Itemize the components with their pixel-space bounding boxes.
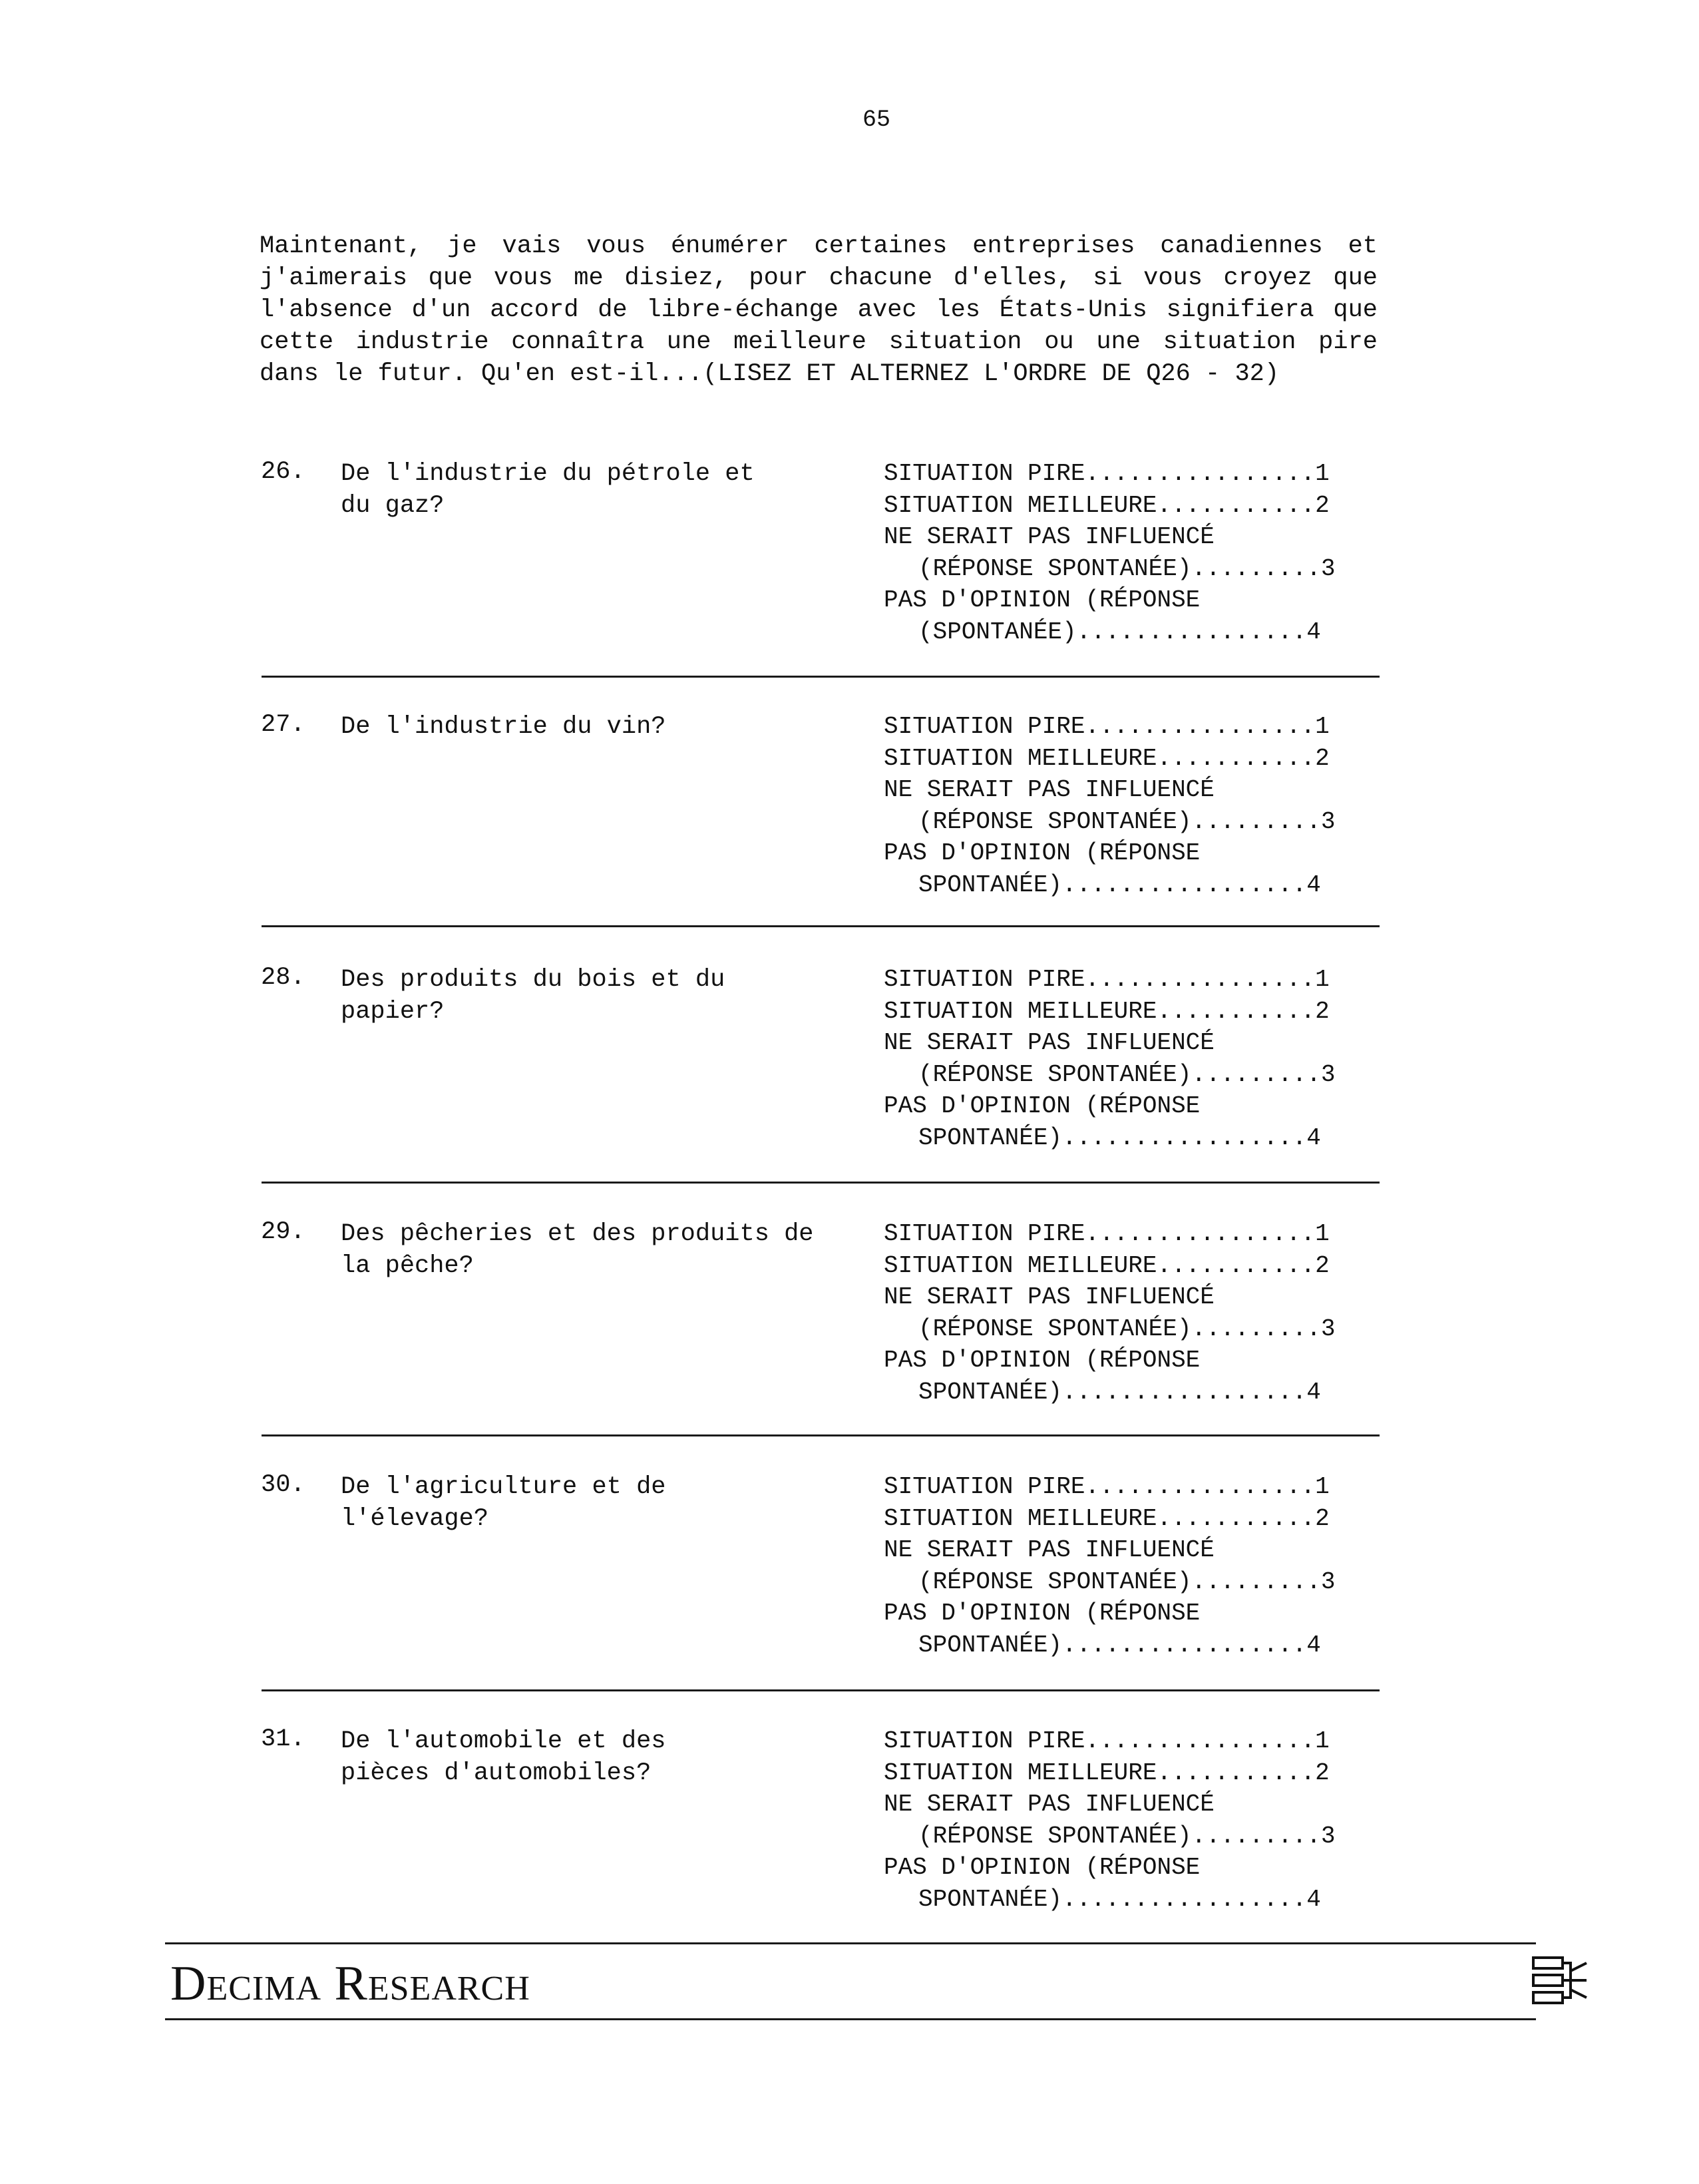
option-not-influenced: NE SERAIT PAS INFLUENCÉ <box>884 1536 1215 1564</box>
question-number: 31. <box>261 1725 305 1753</box>
option-no-opinion-cont: SPONTANÉE).................4 <box>918 1885 1321 1913</box>
option-no-opinion-cont: SPONTANÉE).................4 <box>918 871 1321 899</box>
question-text: Des produits du bois et du papier? <box>341 966 725 1026</box>
question-text: De l'industrie du vin? <box>341 713 666 741</box>
option-no-opinion-cont: SPONTANÉE).................4 <box>918 1124 1321 1152</box>
option-worse: SITUATION PIRE................1 <box>884 1727 1330 1755</box>
option-not-influenced-cont: (RÉPONSE SPONTANÉE).........3 <box>918 1822 1336 1850</box>
divider <box>262 1434 1380 1436</box>
response-options <box>884 458 1383 648</box>
option-not-influenced-cont: (RÉPONSE SPONTANÉE).........3 <box>918 554 1336 582</box>
question-number: 29. <box>261 1218 305 1246</box>
response-options <box>884 1725 1383 1915</box>
option-better: SITUATION MEILLEURE...........2 <box>884 997 1330 1025</box>
option-no-opinion: PAS D'OPINION (RÉPONSE <box>884 1347 1201 1374</box>
option-no-opinion: PAS D'OPINION (RÉPONSE <box>884 1854 1201 1881</box>
option-not-influenced: NE SERAIT PAS INFLUENCÉ <box>884 1791 1215 1818</box>
footer-rule-top <box>165 1942 1536 1944</box>
page-number: 65 <box>862 107 891 133</box>
option-no-opinion: PAS D'OPINION (RÉPONSE <box>884 839 1201 867</box>
response-options <box>884 711 1383 901</box>
option-no-opinion: PAS D'OPINION (RÉPONSE <box>884 586 1201 614</box>
company-logo-text: DECIMA RESEARCH <box>170 1956 530 2011</box>
question-text: De l'automobile et des pièces d'automobiles? <box>341 1727 666 1787</box>
response-options <box>884 1218 1383 1408</box>
option-better: SITUATION MEILLEURE...........2 <box>884 491 1330 519</box>
option-not-influenced: NE SERAIT PAS INFLUENCÉ <box>884 776 1215 803</box>
question-text: Des pêcheries et des produits de la pêche? <box>341 1220 814 1280</box>
option-not-influenced-cont: (RÉPONSE SPONTANÉE).........3 <box>918 807 1336 835</box>
question-number: 27. <box>261 711 305 739</box>
divider <box>262 925 1380 927</box>
footer-rule-bottom <box>165 2018 1536 2020</box>
option-better: SITUATION MEILLEURE...........2 <box>884 1251 1330 1279</box>
option-worse: SITUATION PIRE................1 <box>884 460 1330 487</box>
option-not-influenced-cont: (RÉPONSE SPONTANÉE).........3 <box>918 1060 1336 1088</box>
question-text: De l'industrie du pétrole et du gaz? <box>341 460 755 520</box>
intro-paragraph: Maintenant, je vais vous énumérer certaines entreprises canadiennes et j'aimerais que vous me disiez, pour chacune d'elles, si vous croyez que l'absence d'un accord de libre-échange avec les États-Unis signifiera que cette industrie connaîtra une meilleure situation ou une situation pire dans le futur. Qu'en est-il...(LISEZ ET ALTERNEZ L'ORDRE DE Q26 - 32) <box>260 232 1378 388</box>
question-number: 26. <box>261 458 305 486</box>
option-better: SITUATION MEILLEURE...........2 <box>884 1759 1330 1787</box>
option-no-opinion: PAS D'OPINION (RÉPONSE <box>884 1600 1201 1627</box>
option-not-influenced-cont: (RÉPONSE SPONTANÉE).........3 <box>918 1568 1336 1596</box>
question-text: De l'agriculture et de l'élevage? <box>341 1473 666 1533</box>
option-better: SITUATION MEILLEURE...........2 <box>884 1504 1330 1532</box>
option-worse: SITUATION PIRE................1 <box>884 1220 1330 1247</box>
option-no-opinion-cont: SPONTANÉE).................4 <box>918 1378 1321 1406</box>
option-worse: SITUATION PIRE................1 <box>884 966 1330 993</box>
option-not-influenced-cont: (RÉPONSE SPONTANÉE).........3 <box>918 1315 1336 1343</box>
option-worse: SITUATION PIRE................1 <box>884 713 1330 740</box>
option-no-opinion: PAS D'OPINION (RÉPONSE <box>884 1092 1201 1120</box>
divider <box>262 676 1380 678</box>
question-number: 30. <box>261 1471 305 1499</box>
option-no-opinion-cont: SPONTANÉE).................4 <box>918 1631 1321 1659</box>
response-options <box>884 1471 1383 1661</box>
divider <box>262 1182 1380 1184</box>
decima-logo-icon <box>1529 1954 1591 2008</box>
divider <box>262 1689 1380 1691</box>
option-no-opinion-cont: (SPONTANÉE)................4 <box>918 618 1321 646</box>
response-options <box>884 964 1383 1154</box>
option-better: SITUATION MEILLEURE...........2 <box>884 744 1330 772</box>
option-not-influenced: NE SERAIT PAS INFLUENCÉ <box>884 1029 1215 1056</box>
option-not-influenced: NE SERAIT PAS INFLUENCÉ <box>884 1283 1215 1311</box>
option-worse: SITUATION PIRE................1 <box>884 1473 1330 1500</box>
question-number: 28. <box>261 964 305 992</box>
option-not-influenced: NE SERAIT PAS INFLUENCÉ <box>884 523 1215 550</box>
